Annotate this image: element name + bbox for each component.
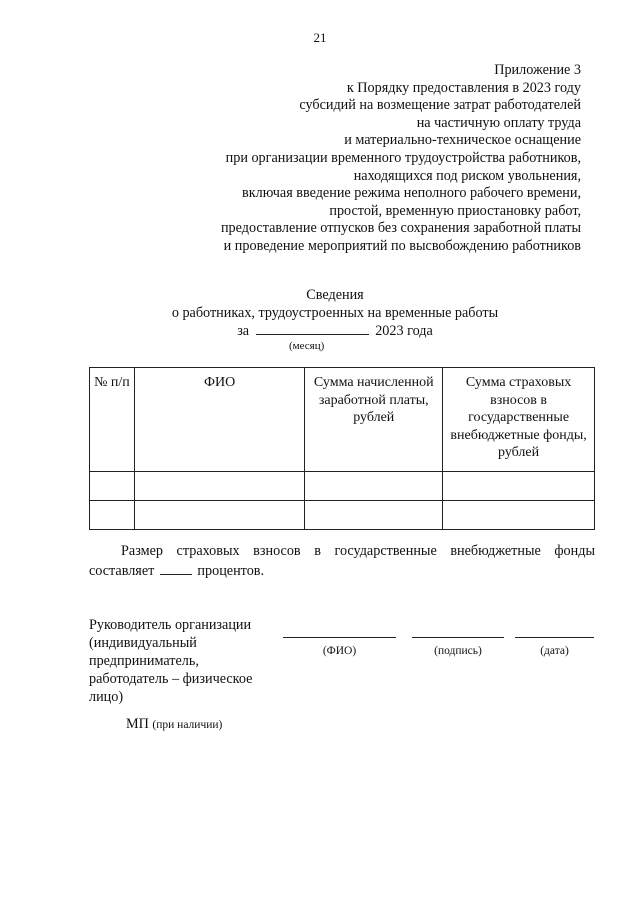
- appendix-header: [221, 62, 581, 256]
- month-blank-field[interactable]: [256, 322, 369, 335]
- appendix-line: к Порядку предоставления в 2023 году: [346, 79, 581, 96]
- signature-line[interactable]: [412, 637, 504, 638]
- appendix-line: и проведение мероприятий по высвобождению работников: [223, 237, 581, 254]
- period-prefix: за: [237, 323, 250, 339]
- table-cell[interactable]: [134, 501, 305, 530]
- appendix-line: находящихся под риском увольнения,: [353, 167, 581, 184]
- table-cell[interactable]: [90, 501, 135, 530]
- appendix-line: простой, временную приостановку работ,: [329, 202, 581, 219]
- header-fio: ФИО: [134, 368, 305, 472]
- title-line-2: о работниках, трудоустроенных на временные работы: [171, 304, 499, 321]
- head-line: (индивидуальный: [89, 635, 197, 651]
- appendix-line: при организации временного трудоустройства работников,: [225, 149, 581, 166]
- contributions-line-2: [89, 561, 595, 581]
- head-line: лицо): [89, 689, 124, 705]
- seal-label: МП: [126, 716, 149, 732]
- contributions-paragraph: [89, 541, 595, 581]
- fio-caption: (ФИО): [322, 645, 357, 657]
- appendix-line: Приложение 3: [494, 62, 581, 78]
- appendix-line: включая введение режима неполного рабочего времени,: [242, 185, 581, 202]
- head-line: предприниматель,: [89, 653, 199, 669]
- seal-condition: (при наличии): [152, 719, 223, 731]
- table-row: [90, 501, 595, 530]
- contributions-end: процентов.: [197, 563, 265, 579]
- seal-note: [126, 716, 222, 733]
- signature-caption: (подпись): [434, 645, 482, 657]
- appendix-line: на частичную оплату труда: [416, 114, 581, 131]
- head-line: Руководитель организации: [89, 617, 252, 633]
- header-salary: Сумма начисленной заработной платы, рублей: [305, 368, 443, 472]
- table-cell[interactable]: [134, 472, 305, 501]
- date-line[interactable]: [515, 637, 594, 638]
- month-note: (месяц): [289, 340, 325, 352]
- contributions-line-1: Размер страховых взносов в государственные внебюджетные фонды: [121, 543, 595, 559]
- percent-blank-field[interactable]: [160, 562, 192, 575]
- page-number: 21: [313, 30, 327, 45]
- appendix-line: предоставление отпусков без сохранения заработной платы: [220, 220, 581, 237]
- table-cell[interactable]: [90, 472, 135, 501]
- contributions-mid: составляет: [89, 563, 155, 579]
- header-number: № п/п: [90, 368, 135, 472]
- title-line-1: Сведения: [306, 287, 364, 303]
- fio-line[interactable]: [283, 637, 396, 638]
- table-header-row: [90, 368, 595, 472]
- date-caption: (дата): [540, 645, 569, 657]
- header-contributions: Сумма страховых взносов в государственные внебюджетные фонды, рублей: [443, 368, 595, 472]
- document-title: [0, 287, 640, 341]
- period-suffix: 2023 года: [375, 323, 433, 339]
- table-cell[interactable]: [305, 472, 443, 501]
- table-cell[interactable]: [443, 472, 595, 501]
- appendix-line: и материально-техническое оснащение: [344, 132, 581, 149]
- appendix-line: субсидий на возмещение затрат работодателей: [299, 97, 581, 114]
- table-cell[interactable]: [443, 501, 595, 530]
- head-of-organization: [89, 616, 279, 706]
- table-row: [90, 472, 595, 501]
- head-line: работодатель – физическое: [89, 671, 253, 687]
- title-period: [0, 322, 640, 341]
- table-cell[interactable]: [305, 501, 443, 530]
- workers-table: [89, 367, 595, 530]
